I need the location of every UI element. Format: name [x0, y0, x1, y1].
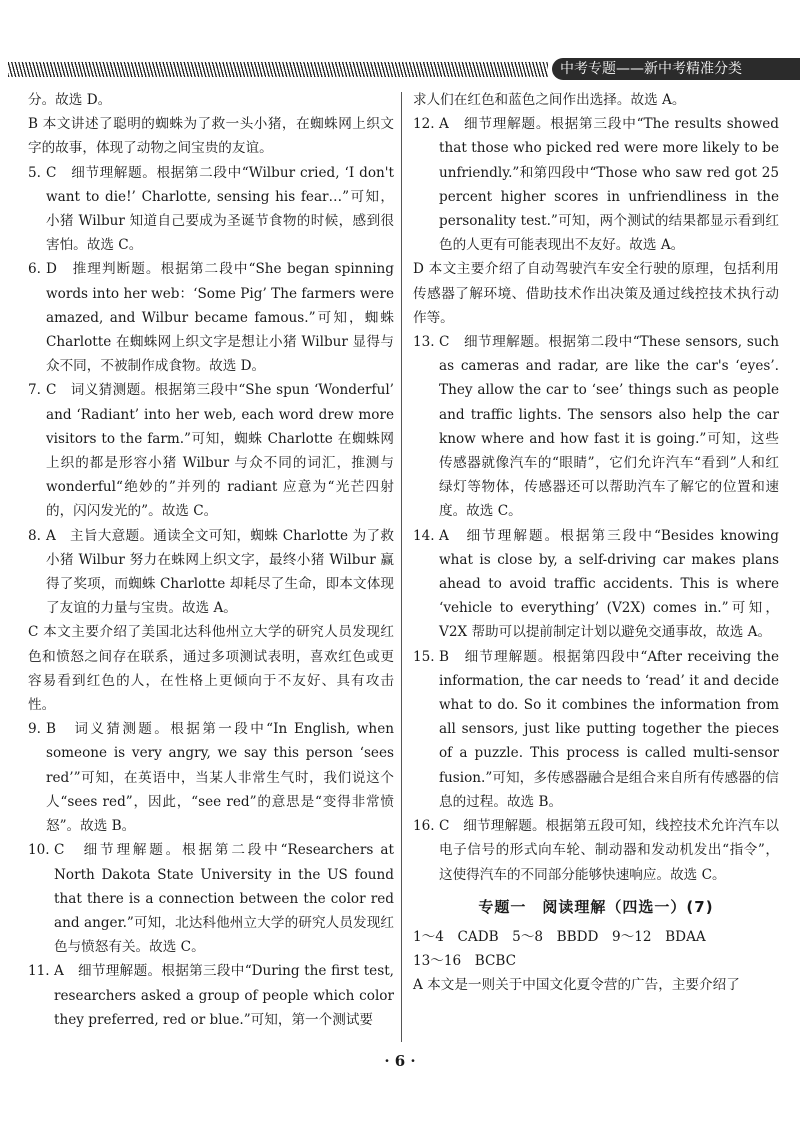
continued-text: 求人们在红色和蓝色之间作出选择。故选 A。 [413, 92, 686, 108]
question-number: 11. [28, 963, 50, 980]
question-number: 12. [413, 116, 435, 133]
answer-explanation-item [413, 645, 779, 814]
header-series-tag: 中考专题——新中考精准分类 [552, 58, 800, 80]
page-number: · 6 · [384, 1052, 416, 1070]
page-header [0, 58, 800, 80]
answer-explanation-item [28, 838, 394, 959]
question-number: 14. [413, 527, 435, 544]
explanation-text: A 细节理解题。根据第三段中“During the first test, researchers asked a group of people which color they preferred, red or blue.”可知，第一个测试要 [54, 963, 394, 1028]
explanation-text: A 细节理解题。根据第三段中“Besides knowing what is close by, a self-driving car makes plans ahead to avoid traffic accidents. This is where ‘vehicle to everything’ (V2X) comes in.”可知，V2X 帮助可以提前制定计划以避免交通事故，故选 A。 [439, 527, 779, 641]
right-column [413, 88, 779, 998]
passage-summary: C 本文主要介绍了美国北达科他州立大学的研究人员发现红色和愤怒之间存在联系，通过多项测试表明，喜欢红色或更容易看到红色的人，在性格上更倾向于不友好、具有攻击性。 [28, 624, 394, 714]
question-number: 5. [28, 164, 41, 181]
answer-explanation-item [413, 330, 779, 524]
answer-explanation-item [28, 524, 394, 621]
question-number: 15. [413, 648, 435, 665]
explanation-text: C 细节理解题。根据第五段可知，线控技术允许汽车以电子信号的形式向车轮、制动器和发动机发出“指令”，这使得汽车的不同部分能够快速响应。故选 C。 [439, 818, 779, 883]
answer-key-line-2: 13～16 BCBC [413, 953, 517, 970]
explanation-text: C 细节理解题。根据第二段中“These sensors, such as cameras and radar, are like the car's ‘eyes’. They allow the car to ‘see’ things such as people and traffic lights. The sensors also help the car know where and how fast it is going.”可知，这些传感器就像汽车的“眼睛”，它们允许汽车“看到”人和红绿灯等物体，传感器还可以帮助汽车了解它的位置和速度。故选 C。 [439, 334, 779, 520]
explanation-text: C 细节理解题。根据第二段中“Wilbur cried, ‘I don't want to die!’ Charlotte, sensing his fear…”可知，小猪 Wilbur 知道自己要成为圣诞节食物的时候，感到很害怕。故选 C。 [46, 164, 394, 254]
passage-summary: D 本文主要介绍了自动驾驶汽车安全行驶的原理，包括利用传感器了解环境、借助技术作出决策及通过线控技术执行动作等。 [413, 261, 779, 326]
passage-a-intro: A 本文是一则关于中国文化夏令营的广告，主要介绍了 [413, 977, 740, 994]
question-number: 13. [413, 334, 435, 351]
explanation-text: C 细节理解题。根据第二段中“Researchers at North Dakota State University in the US found that there is a connection between the color red and anger.”可知，北达科他州立大学的研究人员发现红色与愤怒有关。故选 C。 [54, 842, 394, 956]
column-divider [401, 92, 402, 1042]
left-column [28, 88, 394, 1032]
explanation-text: A 细节理解题。根据第三段中“The results showed that those who picked red were more likely to be unfriendly.”和第四段中“Those who saw red got 25 percent higher scores in unfriendliness in the personality test.”可知，两个测试的结果都显示看到红色的人更有可能表现出不友好。故选 A。 [439, 116, 779, 254]
header-hatch-decoration [8, 62, 548, 77]
answer-explanation-item [28, 257, 394, 378]
question-number: 6. [28, 261, 41, 278]
question-number: 7. [28, 382, 41, 399]
explanation-text: B 词义猜测题。根据第一段中“In English, when someone is very angry, we say this person ‘sees red’”可知，在英语中，当某人非常生气时，我们说这个人“sees red”，因此，“see red”的意思是“变得非常愤怒”。故选 B。 [46, 721, 394, 835]
answer-explanation-item [28, 378, 394, 523]
answer-explanation-item [413, 112, 779, 257]
question-number: 16. [413, 818, 435, 835]
passage-summary: 分。故选 D。 [28, 92, 112, 108]
question-number: 10. [28, 842, 50, 859]
answer-key-line-1: 1～4 CADB 5～8 BBDD 9～12 BDAA [413, 928, 706, 945]
explanation-text: C 词义猜测题。根据第三段中“She spun ‘Wonderful’ and ‘Radiant’ into her web, each word drew more visitors to the farm.”可知，蜘蛛 Charlotte 在蜘蛛网上织的都是形容小猪 Wilbur 与众不同的词汇，推测与 wonderful“绝妙的”并列的 radiant 应意为“光芒四射的，闪闪发光的”。故选 C。 [46, 382, 394, 520]
answer-explanation-item [28, 959, 394, 1032]
answer-explanation-item [413, 524, 779, 645]
answer-explanation-item [413, 814, 779, 887]
answer-explanation-item [28, 161, 394, 258]
explanation-text: D 推理判断题。根据第二段中“She began spinning words into her web：‘Some Pig’ The farmers were amazed, and Wilbur became famous.”可知，蜘蛛 Charlotte 在蜘蛛网上织文字是想让小猪 Wilbur 显得与众不同，不被制作成食物。故选 D。 [46, 261, 394, 375]
passage-summary: B 本文讲述了聪明的蜘蛛为了救一头小猪，在蜘蛛网上织文字的故事，体现了动物之间宝贵的友谊。 [28, 116, 394, 157]
explanation-text: B 细节理解题。根据第四段中“After receiving the information, the car needs to ‘read’ it and decide what to do. So it combines the information from all sensors, just like putting together the pieces of a puzzle. This process is called multi-sensor fusion.”可知，多传感器融合是组合来自所有传感器的信息的过程。故选 B。 [439, 648, 779, 810]
question-number: 8. [28, 527, 41, 544]
answer-explanation-item [28, 717, 394, 838]
question-number: 9. [28, 721, 41, 738]
explanation-text: A 主旨大意题。通读全文可知，蜘蛛 Charlotte 为了救小猪 Wilbur 努力在蛛网上织文字，最终小猪 Wilbur 赢得了奖项，而蜘蛛 Charlotte 却耗尽了生命，即本文体现了友谊的力量与宝贵。故选 A。 [46, 527, 394, 617]
right-column-items [413, 88, 779, 887]
section-title: 专题一 阅读理解（四选一）(7) [478, 897, 714, 916]
